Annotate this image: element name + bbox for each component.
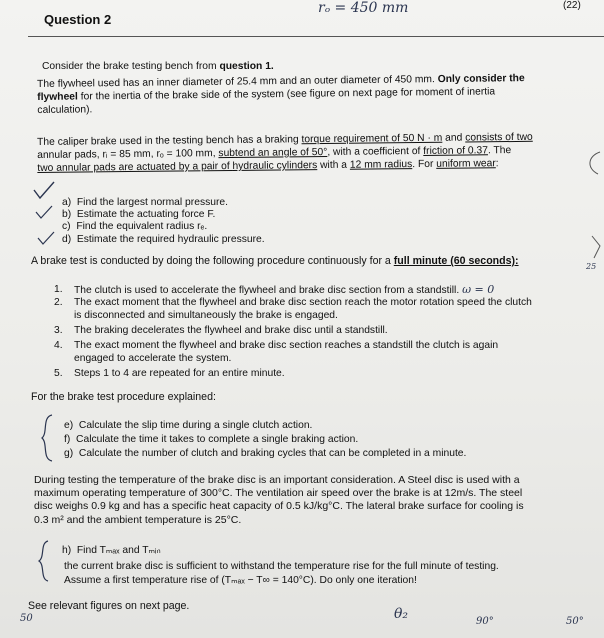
margin-note-25: 25	[586, 262, 597, 271]
caliper-l2a: annular pads, rᵢ = 85 mm, rₒ = 100 mm,	[37, 148, 219, 161]
caliper-l2-ul: subtend an angle of 50°	[218, 146, 328, 160]
caliper-paragraph	[37, 130, 602, 175]
task-g-letter: g)	[64, 448, 74, 459]
step-4-line-2: engaged to accelerate the system.	[74, 352, 232, 364]
step-2-number: 2.	[54, 297, 63, 308]
caliper-l3-ul2: hydraulic cylinders	[232, 160, 318, 172]
step-4	[74, 340, 594, 365]
step-2-line-1: The exact moment that the flywheel and brake disc section reach the motor rotation speed the clutch	[74, 297, 532, 308]
thermal-line-1: During testing the temperature of the brake disc is an important consideration. A Steel disc is used with a	[34, 474, 520, 486]
step-2	[74, 297, 604, 322]
flywheel-text-1: The flywheel used has an inner diameter of 25.4 mm and an outer diameter of 450 mm.	[37, 74, 438, 90]
caliper-l3d: :	[495, 158, 499, 170]
task-b-letter: b)	[62, 209, 72, 220]
caliper-l2b: , with a coefficient of	[327, 145, 424, 158]
procedure-intro	[31, 255, 519, 268]
caliper-l2c: . The	[487, 145, 512, 157]
task-h	[62, 545, 161, 558]
task-a-text: Find the largest normal pressure.	[76, 197, 228, 208]
footer-hw-90: 90°	[476, 616, 494, 627]
task-a	[62, 197, 228, 210]
thermal-line-3: disc weighs 0.9 kg and has a specific heat capacity of 0.5 kJ/kg°C. The lateral brake surface for cooling is	[34, 500, 524, 513]
step-1	[74, 284, 494, 298]
margin-mark-icon	[590, 234, 604, 260]
step-3: The braking decelerates the flywheel and brake disc until a standstill.	[74, 325, 388, 336]
footer-hw-theta: θ₂	[394, 606, 409, 622]
explained-heading: For the brake test procedure explained:	[31, 391, 216, 403]
margin-scribble-icon	[584, 150, 604, 180]
task-d-letter: d)	[62, 234, 72, 245]
step-5-number: 5.	[54, 368, 63, 379]
task-h-line-3: Assume a first temperature rise of (Tₘₐₓ − T∞ = 140°C). Do only one iteration!	[64, 575, 417, 586]
task-c-letter: c)	[62, 221, 71, 232]
caliper-l1-ul: torque requirement of 50 N · m	[301, 132, 443, 146]
thermal-line-4: 0.3 m² and the ambient temperature is 25°C.	[34, 513, 242, 526]
corner-mark: (22)	[563, 0, 581, 11]
caliper-l3-ul: two annular pads are actuated by a pair of	[37, 160, 233, 174]
caliper-l3-ul4: uniform wear	[436, 158, 496, 170]
caliper-l3c: . For	[412, 158, 437, 171]
step-1-number: 1.	[54, 284, 63, 295]
intro-bold: question 1.	[219, 61, 274, 72]
task-e-letter: e)	[64, 420, 74, 431]
intro-text	[42, 60, 274, 73]
task-e	[64, 420, 312, 433]
task-h-letter: h)	[62, 545, 72, 556]
task-c-text: Find the equivalent radius rₑ.	[76, 221, 208, 232]
flywheel-paragraph	[37, 71, 597, 117]
caliper-l3-ul3: 12 mm radius	[349, 159, 413, 171]
task-h-line-2: the current brake disc is sufficient to withstand the temperature rise for the full minute of testing.	[64, 561, 499, 572]
handwritten-note-radius: rₒ = 450 mm	[318, 0, 409, 16]
caliper-l1-ul2: consists of two	[465, 131, 533, 144]
caliper-l2-ul2: friction of 0.37	[423, 145, 489, 157]
step-4-line-1: The exact moment the flywheel and brake disc section reaches a standstill the clutch is again	[74, 340, 499, 351]
caliper-l3b: with a	[317, 159, 350, 172]
brace-icon	[38, 413, 58, 463]
footer-hw-left: 50	[20, 613, 33, 624]
task-e-text: Calculate the slip time during a single clutch action.	[78, 420, 313, 431]
thermal-line-2: maximum operating temperature of 300°C. The ventilation air speed over the brake is at 12m/s. The steel	[34, 487, 523, 500]
task-h-line-1: Find Tₘₐₓ and Tₘᵢₙ	[76, 545, 161, 556]
task-f-text: Calculate the time it takes to complete a single braking action.	[76, 434, 359, 445]
step-1-text: The clutch is used to accelerate the flywheel and brake disc section from a standstill.	[74, 285, 460, 296]
handwritten-checkmarks-icon	[30, 178, 60, 248]
thermal-paragraph	[34, 474, 594, 527]
step-4-number: 4.	[54, 340, 63, 351]
task-d	[62, 234, 265, 247]
caliper-l1a: The caliper brake used in the testing bench has a braking	[37, 134, 302, 148]
intro-line: Consider the brake testing bench from	[42, 61, 220, 72]
step-1-note: ω = 0	[462, 283, 495, 296]
task-c	[62, 221, 207, 234]
flywheel-text-3: calculation).	[37, 104, 93, 116]
task-b	[62, 209, 215, 222]
task-f	[64, 434, 358, 447]
step-2-line-2: is disconnected and simultaneously the brake is engaged.	[74, 309, 338, 321]
task-d-text: Estimate the required hydraulic pressure.	[76, 234, 265, 245]
task-g	[64, 448, 466, 461]
step-5: Steps 1 to 4 are repeated for an entire minute.	[74, 368, 285, 379]
header-divider	[28, 36, 604, 37]
flywheel-bold-2: flywheel	[37, 91, 78, 103]
caliper-l1b: and	[442, 132, 466, 144]
task-g-text: Calculate the number of clutch and braking cycles that can be completed in a minute.	[78, 448, 467, 459]
flywheel-text-2: for the inertia of the brake side of the system (see figure on next page for moment of inertia	[77, 86, 496, 103]
task-f-letter: f)	[64, 434, 71, 445]
step-3-number: 3.	[54, 325, 63, 336]
footer-hw-50: 50°	[566, 616, 584, 627]
flywheel-bold-1: Only consider the	[437, 73, 525, 86]
procedure-intro-bold: full minute (60 seconds):	[393, 255, 519, 267]
brace-h-icon	[36, 539, 54, 583]
procedure-intro-text: A brake test is conducted by doing the following procedure continuously for a	[31, 255, 394, 267]
task-b-text: Estimate the actuating force F.	[76, 209, 216, 220]
footer-text: See relevant figures on next page.	[28, 600, 190, 612]
question-title: Question 2	[44, 12, 112, 27]
task-a-letter: a)	[62, 197, 72, 208]
